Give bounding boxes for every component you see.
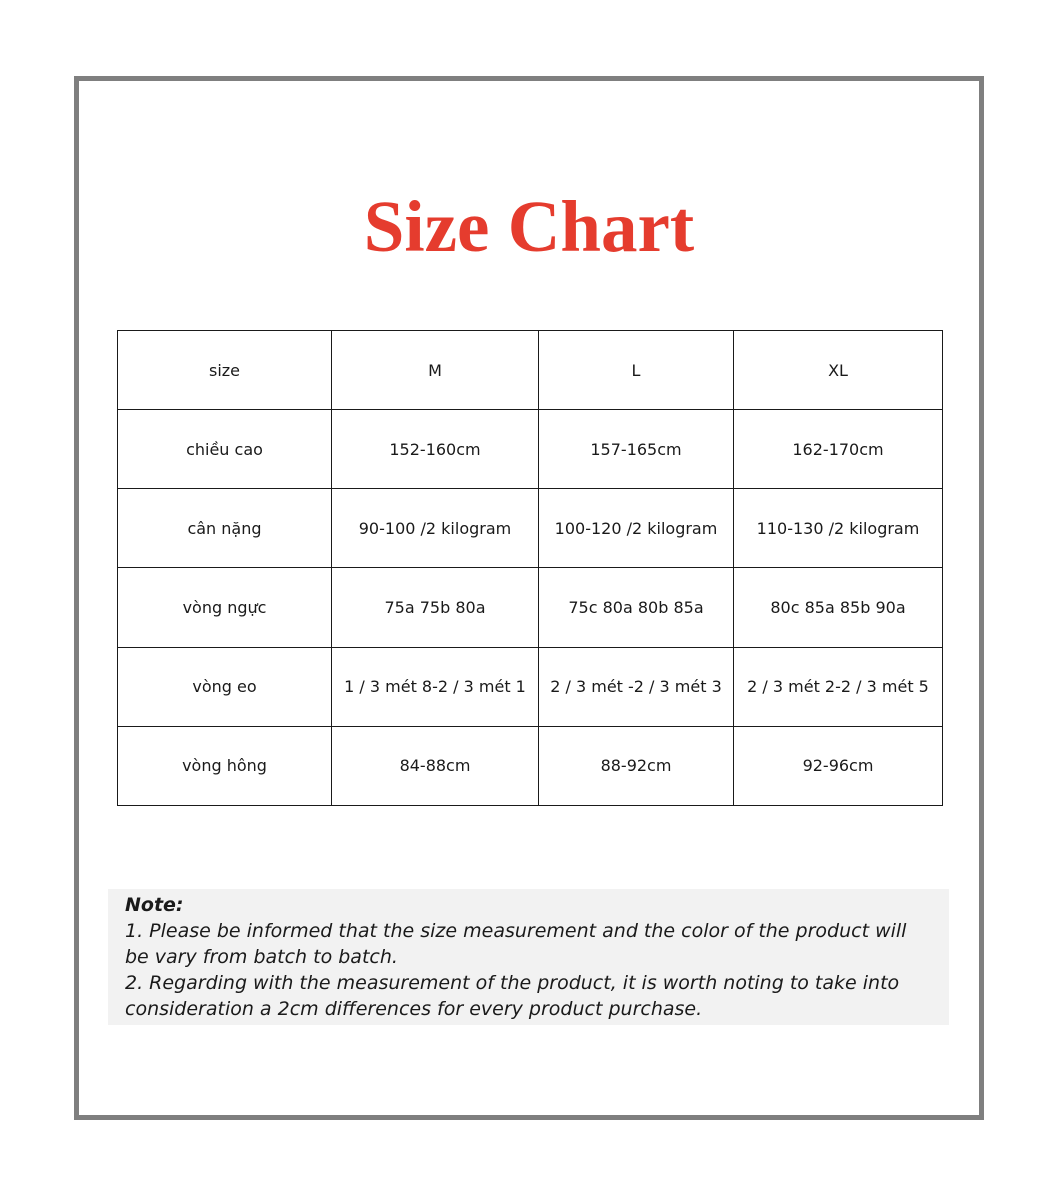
row-label-hip: vòng hông (118, 726, 332, 805)
note-box (108, 889, 949, 1025)
table-row (118, 647, 943, 726)
header-cell-size: size (118, 331, 332, 410)
table-cell: 75a 75b 80a (332, 568, 539, 647)
row-label-height: chiều cao (118, 410, 332, 489)
table-cell: 92-96cm (734, 726, 943, 805)
table-cell: 80c 85a 85b 90a (734, 568, 943, 647)
table-cell: 84-88cm (332, 726, 539, 805)
size-chart-frame (74, 76, 984, 1120)
table-row (118, 489, 943, 568)
size-table (117, 330, 943, 806)
header-cell-l: L (539, 331, 734, 410)
row-label-bust: vòng ngực (118, 568, 332, 647)
header-cell-xl: XL (734, 331, 943, 410)
table-cell: 152-160cm (332, 410, 539, 489)
note-line-2: 2. Regarding with the measurement of the product, it is worth noting to take into consideration a 2cm differences for every product purchase. (125, 972, 900, 1020)
note-line-1: 1. Please be informed that the size measurement and the color of the product will be vary from batch to batch. (125, 920, 907, 968)
table-cell: 2 / 3 mét 2-2 / 3 mét 5 (734, 647, 943, 726)
table-cell: 88-92cm (539, 726, 734, 805)
table-cell: 1 / 3 mét 8-2 / 3 mét 1 (332, 647, 539, 726)
row-label-waist: vòng eo (118, 647, 332, 726)
table-cell: 110-130 /2 kilogram (734, 489, 943, 568)
table-cell: 162-170cm (734, 410, 943, 489)
table-header-row (118, 331, 943, 410)
table-cell: 100-120 /2 kilogram (539, 489, 734, 568)
header-cell-m: M (332, 331, 539, 410)
table-cell: 2 / 3 mét -2 / 3 mét 3 (539, 647, 734, 726)
row-label-weight: cân nặng (118, 489, 332, 568)
table-row (118, 568, 943, 647)
table-cell: 157-165cm (539, 410, 734, 489)
table-cell: 75c 80a 80b 85a (539, 568, 734, 647)
note-heading: Note: (125, 894, 184, 916)
table-cell: 90-100 /2 kilogram (332, 489, 539, 568)
table-row (118, 726, 943, 805)
page-title: Size Chart (363, 186, 695, 267)
table-row (118, 410, 943, 489)
